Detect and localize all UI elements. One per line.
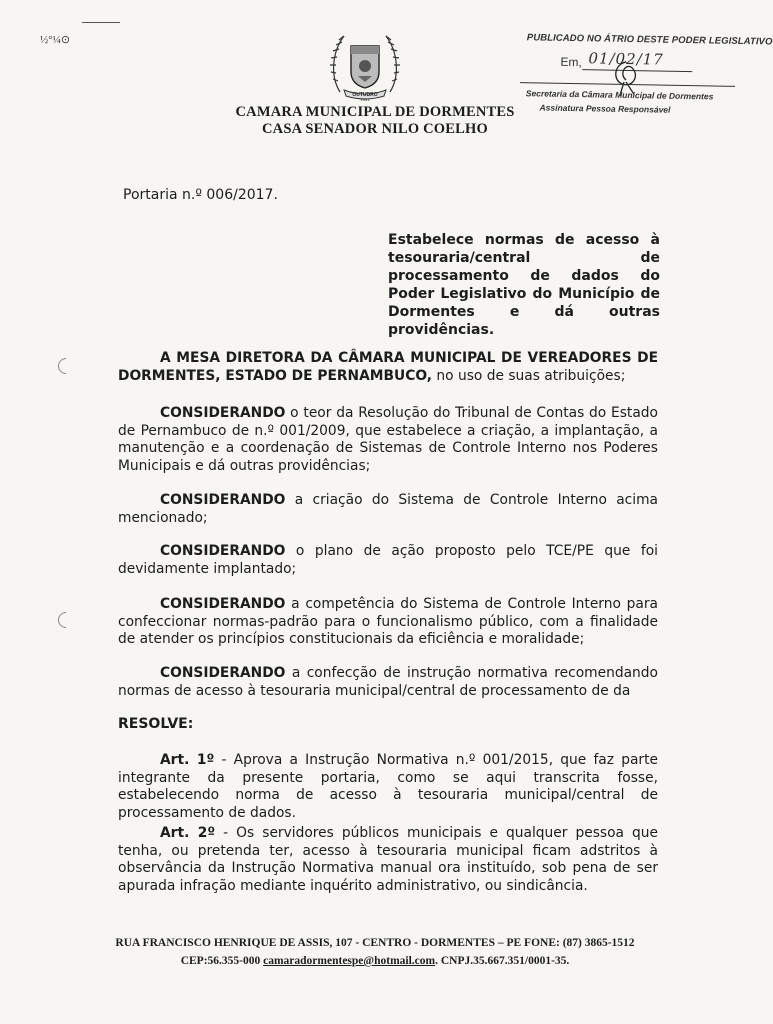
footer-email-link[interactable]: camaradormentespe@hotmail.com xyxy=(263,955,436,967)
considerando-label: CONSIDERANDO xyxy=(160,492,286,508)
publication-stamp xyxy=(519,30,773,139)
stamp-em-label: Em, xyxy=(560,54,582,70)
preamble-rest: no uso de suas atribuições; xyxy=(432,367,626,384)
crest-ribbon-text: OUTUBRO xyxy=(352,92,378,98)
considerando-label: CONSIDERANDO xyxy=(160,405,286,421)
considerando-paragraph-5 xyxy=(118,665,658,700)
considerando-text-2: a criação do Sistema de Controle Interno acima mencionado; xyxy=(118,492,658,526)
preamble-paragraph xyxy=(118,350,658,385)
punch-hole-mark xyxy=(55,609,78,632)
footer-cnpj: . CNPJ.35.667.351/0001-35. xyxy=(435,955,570,967)
considerando-label: CONSIDERANDO xyxy=(160,543,286,559)
footer-address: RUA FRANCISCO HENRIQUE DE ASSIS, 107 - CENTRO - DORMENTES – PE FONE: (87) 3865-1512 xyxy=(115,937,635,949)
considerando-paragraph-4 xyxy=(118,596,658,649)
org-name-line2: CASA SENADOR NILO COELHO xyxy=(262,121,488,137)
article-1-label: Art. 1º xyxy=(160,752,215,768)
considerando-text-1: o teor da Resolução do Tribunal de Contas do Estado de Pernambuco de n.º 001/2009, que estabelece a criação, a implantação, a manutenção e a coordenação de Sistemas de Controle Interno nos Poderes Municipais e dá outras providências; xyxy=(118,405,658,474)
resolve-heading: RESOLVE: xyxy=(118,716,194,732)
article-2-text: - Os servidores públicos municipais e qualquer pessoa que tenha, ou pretenda ter, acesso à tesouraria municipal ficam adstritos à observância da Instrução Normativa manual ora instituído, sob pena de ser apurada infração mediante inquérito administrativo, ou sindicância. xyxy=(118,825,659,894)
considerando-label: CONSIDERANDO xyxy=(160,596,286,612)
considerando-label: CONSIDERANDO xyxy=(160,665,286,681)
punch-hole-mark xyxy=(55,355,78,378)
considerando-paragraph-2 xyxy=(118,492,658,527)
considerando-text-3: o plano de ação proposto pelo TCE/PE que foi devidamente implantado; xyxy=(118,543,658,577)
preamble-bold: A MESA DIRETORA DA CÂMARA MUNICIPAL DE VEREADORES DE DORMENTES, ESTADO DE PERNAMBUCO, xyxy=(118,350,658,384)
org-header xyxy=(200,104,550,138)
footer-contact-line xyxy=(90,952,660,970)
stamp-published-text: PUBLICADO NO ÁTRIO DESTE PODER LEGISLATIVO xyxy=(526,32,773,48)
considerando-paragraph-3 xyxy=(118,543,658,578)
article-1-text: - Aprova a Instrução Normativa n.º 001/2015, que faz parte integrante da presente portaria, como se aqui transcrita fosse, estabelecendo norma de acesso à tesouraria municipal/central de processamento de dados. xyxy=(118,752,658,821)
article-1-paragraph xyxy=(118,752,658,822)
scan-mark xyxy=(82,22,120,23)
ementa-summary: Estabelece normas de acesso à tesouraria/central de processamento de dados do Poder Legislativo do Município de Dormentes e dá outras providências. xyxy=(388,232,660,338)
article-2-label: Art. 2º xyxy=(160,825,216,841)
footer-cep: CEP:56.355-000 xyxy=(180,955,264,967)
stamp-handwritten-date: 01/02/17 xyxy=(588,49,664,69)
municipal-crest-icon xyxy=(322,30,408,102)
page-footer xyxy=(90,934,660,970)
corner-handwritten-mark: ½°¼⊙ xyxy=(40,34,71,46)
considerando-paragraph-1 xyxy=(118,405,658,475)
org-name-line1: CAMARA MUNICIPAL DE DORMENTES xyxy=(235,104,515,120)
crest-year-text: 1991 xyxy=(360,97,370,102)
considerando-text-4: a competência do Sistema de Controle Interno para confeccionar normas-padrão para o funcionalismo público, com a finalidade de atender os princípios constitucionais da eficiência e moralidade; xyxy=(118,596,658,647)
considerando-text-5: a confecção de instrução normativa recomendando normas de acesso à tesouraria municipal/central de processamento de da xyxy=(118,665,658,699)
stamp-secretaria-text: Secretaria da Câmara Municipal de Dormentes xyxy=(525,88,714,102)
stamp-signature-label: Assinatura Pessoa Responsável xyxy=(539,102,671,115)
portaria-number: Portaria n.º 006/2017. xyxy=(123,187,278,203)
article-2-paragraph xyxy=(118,825,658,895)
